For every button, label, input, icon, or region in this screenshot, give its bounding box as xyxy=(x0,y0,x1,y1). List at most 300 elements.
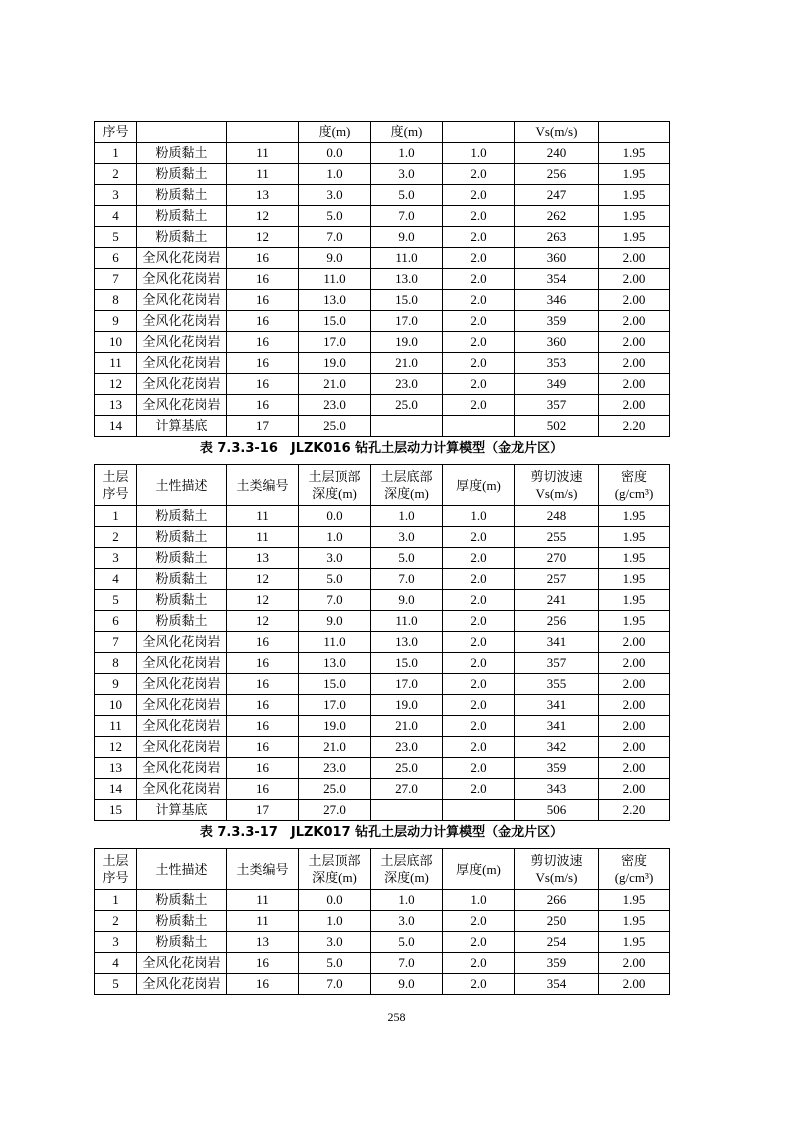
header-cell: 土层底部 深度(m) xyxy=(371,465,443,506)
table-cell: 359 xyxy=(515,758,599,779)
table-cell: 11 xyxy=(227,890,299,911)
table-cell: 全风化花岗岩 xyxy=(137,332,227,353)
table-cell: 4 xyxy=(95,569,137,590)
table-row xyxy=(95,206,670,227)
table-cell: 粉质黏土 xyxy=(137,527,227,548)
table-cell: 27.0 xyxy=(371,779,443,800)
table-cell: 16 xyxy=(227,716,299,737)
table-cell: 5.0 xyxy=(371,185,443,206)
table-cell: 25.0 xyxy=(371,758,443,779)
table-cell: 2.0 xyxy=(443,395,515,416)
table-cell: 2.00 xyxy=(599,716,670,737)
table-cell: 17.0 xyxy=(299,332,371,353)
table-cell: 2.0 xyxy=(443,311,515,332)
table-cell: 254 xyxy=(515,932,599,953)
table-cell xyxy=(443,416,515,437)
table-cell: 5.0 xyxy=(371,932,443,953)
table-cell: 1.95 xyxy=(599,569,670,590)
table-cell: 5.0 xyxy=(299,953,371,974)
table-cell: 2.0 xyxy=(443,716,515,737)
table-cell: 3.0 xyxy=(299,932,371,953)
table-cell: 1.95 xyxy=(599,164,670,185)
soil-model-table-jlzk016 xyxy=(94,464,670,821)
table-cell: 2.00 xyxy=(599,953,670,974)
table-cell: 3 xyxy=(95,548,137,569)
table-cell: 23.0 xyxy=(371,737,443,758)
table-cell: 全风化花岗岩 xyxy=(137,374,227,395)
table-cell: 粉质黏土 xyxy=(137,506,227,527)
table-cell: 粉质黏土 xyxy=(137,206,227,227)
table-cell: 360 xyxy=(515,332,599,353)
table-cell: 15 xyxy=(95,800,137,821)
table-cell: 6 xyxy=(95,248,137,269)
table-cell: 13.0 xyxy=(299,290,371,311)
table-cell: 全风化花岗岩 xyxy=(137,632,227,653)
table-cell: 粉质黏土 xyxy=(137,143,227,164)
table-cell: 2.0 xyxy=(443,758,515,779)
header-cell: 土层顶部 深度(m) xyxy=(299,465,371,506)
header-cell xyxy=(227,122,299,143)
header-cell: 厚度(m) xyxy=(443,465,515,506)
table-cell: 2 xyxy=(95,164,137,185)
table-cell: 2.00 xyxy=(599,779,670,800)
table-cell: 12 xyxy=(227,611,299,632)
header-cell: 序号 xyxy=(95,122,137,143)
table-row xyxy=(95,569,670,590)
table-cell: 16 xyxy=(227,674,299,695)
table-cell: 1.95 xyxy=(599,548,670,569)
table-cell: 250 xyxy=(515,911,599,932)
table-cell: 3 xyxy=(95,932,137,953)
table-row xyxy=(95,611,670,632)
table-cell xyxy=(371,416,443,437)
table-cell: 5.0 xyxy=(299,206,371,227)
table-row xyxy=(95,185,670,206)
table-cell: 7.0 xyxy=(299,974,371,995)
table-cell: 12 xyxy=(227,569,299,590)
table-cell: 7 xyxy=(95,269,137,290)
table-cell: 11 xyxy=(227,143,299,164)
soil-model-table-jlzk017 xyxy=(94,848,670,995)
table-cell: 2.00 xyxy=(599,653,670,674)
header-cell: 密度 (g/cm³) xyxy=(599,849,670,890)
table-cell: 12 xyxy=(227,227,299,248)
table-row xyxy=(95,290,670,311)
table-row xyxy=(95,674,670,695)
table-cell: 16 xyxy=(227,311,299,332)
table-cell: 9 xyxy=(95,674,137,695)
table-cell: 16 xyxy=(227,248,299,269)
table-cell: 502 xyxy=(515,416,599,437)
table-cell: 12 xyxy=(95,737,137,758)
table-cell: 粉质黏土 xyxy=(137,164,227,185)
table-cell: 1 xyxy=(95,506,137,527)
table-cell: 11 xyxy=(95,716,137,737)
table-cell: 3 xyxy=(95,185,137,206)
table-cell: 2.00 xyxy=(599,353,670,374)
table-cell: 9.0 xyxy=(299,248,371,269)
table-cell: 27.0 xyxy=(299,800,371,821)
table-cell: 11.0 xyxy=(371,611,443,632)
table-cell: 全风化花岗岩 xyxy=(137,758,227,779)
table-cell: 1 xyxy=(95,143,137,164)
table-cell: 0.0 xyxy=(299,890,371,911)
table-cell: 2.0 xyxy=(443,353,515,374)
table-cell: 2.00 xyxy=(599,674,670,695)
table-cell: 346 xyxy=(515,290,599,311)
table-cell: 2.0 xyxy=(443,674,515,695)
header-cell: 土层 序号 xyxy=(95,465,137,506)
table-cell: 2.00 xyxy=(599,374,670,395)
table-cell: 5 xyxy=(95,590,137,611)
header-cell: 厚度(m) xyxy=(443,849,515,890)
table-cell: 19.0 xyxy=(371,332,443,353)
table-cell: 240 xyxy=(515,143,599,164)
table-row xyxy=(95,395,670,416)
table-cell: 全风化花岗岩 xyxy=(137,269,227,290)
table-cell: 粉质黏土 xyxy=(137,932,227,953)
table-cell: 13.0 xyxy=(371,632,443,653)
table-cell: 粉质黏土 xyxy=(137,185,227,206)
table-cell: 263 xyxy=(515,227,599,248)
table-cell: 2.0 xyxy=(443,779,515,800)
table-cell: 1.95 xyxy=(599,527,670,548)
table-cell: 粉质黏土 xyxy=(137,890,227,911)
table-cell: 25.0 xyxy=(371,395,443,416)
table-cell: 1.0 xyxy=(299,911,371,932)
table-cell: 1.0 xyxy=(371,143,443,164)
table-row xyxy=(95,716,670,737)
table-cell: 2.0 xyxy=(443,548,515,569)
table-cell: 计算基底 xyxy=(137,416,227,437)
table-cell: 全风化花岗岩 xyxy=(137,737,227,758)
table-cell: 11.0 xyxy=(299,269,371,290)
table-cell: 2.20 xyxy=(599,416,670,437)
table-cell: 343 xyxy=(515,779,599,800)
table-cell: 7.0 xyxy=(299,227,371,248)
table-cell: 14 xyxy=(95,416,137,437)
table-row xyxy=(95,737,670,758)
table-cell: 1.95 xyxy=(599,143,670,164)
table-cell: 19.0 xyxy=(371,695,443,716)
table-cell: 16 xyxy=(227,374,299,395)
table-cell: 3.0 xyxy=(371,164,443,185)
header-cell: 土层 序号 xyxy=(95,849,137,890)
table-cell: 12 xyxy=(227,590,299,611)
table-cell: 16 xyxy=(227,695,299,716)
table-cell: 9.0 xyxy=(299,611,371,632)
header-row xyxy=(95,849,670,890)
table-cell: 2.00 xyxy=(599,695,670,716)
table-cell: 13 xyxy=(227,548,299,569)
header-cell: 土类编号 xyxy=(227,465,299,506)
table-cell: 8 xyxy=(95,653,137,674)
table-cell: 360 xyxy=(515,248,599,269)
header-row xyxy=(95,122,670,143)
table-cell: 2.0 xyxy=(443,206,515,227)
table-cell: 1.0 xyxy=(299,527,371,548)
table-cell: 354 xyxy=(515,974,599,995)
table-cell: 2.00 xyxy=(599,311,670,332)
table-cell: 23.0 xyxy=(299,395,371,416)
table-cell: 341 xyxy=(515,695,599,716)
table-cell: 15.0 xyxy=(371,290,443,311)
table-cell: 2.0 xyxy=(443,332,515,353)
table-cell: 14 xyxy=(95,779,137,800)
table-cell: 11 xyxy=(227,911,299,932)
table-cell: 1.0 xyxy=(371,506,443,527)
table-cell: 257 xyxy=(515,569,599,590)
table-cell: 16 xyxy=(227,779,299,800)
header-cell: 度(m) xyxy=(299,122,371,143)
table-cell: 2.20 xyxy=(599,800,670,821)
table-cell: 349 xyxy=(515,374,599,395)
table-row xyxy=(95,248,670,269)
table-cell: 10 xyxy=(95,695,137,716)
header-cell: 剪切波速 Vs(m/s) xyxy=(515,465,599,506)
table-cell xyxy=(371,800,443,821)
table-row xyxy=(95,164,670,185)
table-cell: 25.0 xyxy=(299,779,371,800)
table-cell: 342 xyxy=(515,737,599,758)
table-cell: 506 xyxy=(515,800,599,821)
page-number: 258 xyxy=(387,1010,406,1024)
table-row xyxy=(95,974,670,995)
table-cell: 3.0 xyxy=(299,185,371,206)
table-cell: 270 xyxy=(515,548,599,569)
table-row xyxy=(95,548,670,569)
table-row xyxy=(95,911,670,932)
table-cell: 16 xyxy=(227,737,299,758)
table-row xyxy=(95,332,670,353)
table-cell: 15.0 xyxy=(299,674,371,695)
table-cell: 粉质黏土 xyxy=(137,227,227,248)
table-cell: 1.95 xyxy=(599,890,670,911)
table-caption-jlzk017: 表 7.3.3-17 JLZK017 钻孔土层动力计算模型（金龙片区） xyxy=(199,825,564,840)
table-cell: 9.0 xyxy=(371,590,443,611)
table-row xyxy=(95,953,670,974)
table-cell: 全风化花岗岩 xyxy=(137,779,227,800)
table-cell: 256 xyxy=(515,164,599,185)
table-cell: 16 xyxy=(227,269,299,290)
table-cell: 粉质黏土 xyxy=(137,569,227,590)
table-cell: 16 xyxy=(227,290,299,311)
table-row xyxy=(95,353,670,374)
table-row xyxy=(95,416,670,437)
table-cell: 全风化花岗岩 xyxy=(137,353,227,374)
table-cell: 21.0 xyxy=(299,374,371,395)
table-cell: 11.0 xyxy=(299,632,371,653)
table-cell: 355 xyxy=(515,674,599,695)
table-cell: 5.0 xyxy=(299,569,371,590)
table-cell: 19.0 xyxy=(299,716,371,737)
table-cell: 21.0 xyxy=(371,353,443,374)
header-cell: 剪切波速 Vs(m/s) xyxy=(515,849,599,890)
table-cell: 17.0 xyxy=(371,311,443,332)
table-cell: 2.0 xyxy=(443,974,515,995)
table-cell: 255 xyxy=(515,527,599,548)
table-cell: 16 xyxy=(227,953,299,974)
table-cell: 11 xyxy=(227,164,299,185)
table-cell: 359 xyxy=(515,311,599,332)
soil-model-table-continued xyxy=(94,121,670,437)
table-cell: 1.95 xyxy=(599,185,670,206)
table-cell: 5 xyxy=(95,227,137,248)
header-cell xyxy=(443,122,515,143)
table-cell: 4 xyxy=(95,953,137,974)
header-cell: Vs(m/s) xyxy=(515,122,599,143)
table-cell: 2.00 xyxy=(599,758,670,779)
table-cell: 23.0 xyxy=(371,374,443,395)
table-cell: 7.0 xyxy=(299,590,371,611)
table-cell: 17 xyxy=(227,416,299,437)
table-cell: 2.00 xyxy=(599,974,670,995)
table-cell: 2.0 xyxy=(443,695,515,716)
table-row xyxy=(95,227,670,248)
table-cell: 341 xyxy=(515,716,599,737)
table-cell: 12 xyxy=(227,206,299,227)
table-cell: 16 xyxy=(227,758,299,779)
table-row xyxy=(95,695,670,716)
table-cell: 1.0 xyxy=(443,506,515,527)
table-cell: 粉质黏土 xyxy=(137,911,227,932)
table-cell: 全风化花岗岩 xyxy=(137,395,227,416)
table-cell: 全风化花岗岩 xyxy=(137,311,227,332)
table-cell: 353 xyxy=(515,353,599,374)
table-row xyxy=(95,779,670,800)
table-cell: 1.95 xyxy=(599,590,670,611)
header-row xyxy=(95,465,670,506)
table-cell: 341 xyxy=(515,632,599,653)
table-cell: 8 xyxy=(95,290,137,311)
table-cell: 2.0 xyxy=(443,653,515,674)
table-cell: 2.0 xyxy=(443,185,515,206)
table-cell: 247 xyxy=(515,185,599,206)
table-row xyxy=(95,143,670,164)
table-cell: 0.0 xyxy=(299,143,371,164)
table-cell: 262 xyxy=(515,206,599,227)
table-cell: 2.0 xyxy=(443,569,515,590)
table-cell: 1.95 xyxy=(599,911,670,932)
table-cell: 2.0 xyxy=(443,227,515,248)
table-cell: 2.0 xyxy=(443,632,515,653)
table-body xyxy=(95,849,670,995)
table-cell: 全风化花岗岩 xyxy=(137,716,227,737)
table-cell: 4 xyxy=(95,206,137,227)
table-cell: 1.95 xyxy=(599,506,670,527)
table-cell: 2.0 xyxy=(443,374,515,395)
header-cell xyxy=(137,122,227,143)
table-cell: 1.95 xyxy=(599,227,670,248)
table-cell: 16 xyxy=(227,395,299,416)
table-cell: 25.0 xyxy=(299,416,371,437)
table-cell: 15.0 xyxy=(371,653,443,674)
header-cell xyxy=(599,122,670,143)
table-row xyxy=(95,506,670,527)
table-cell: 19.0 xyxy=(299,353,371,374)
table-cell: 2.00 xyxy=(599,290,670,311)
table-cell: 241 xyxy=(515,590,599,611)
table-cell: 1.95 xyxy=(599,932,670,953)
table-cell: 2.00 xyxy=(599,395,670,416)
table-body xyxy=(95,122,670,437)
table-cell: 粉质黏土 xyxy=(137,548,227,569)
table-caption-jlzk016: 表 7.3.3-16 JLZK016 钻孔土层动力计算模型（金龙片区） xyxy=(199,441,564,456)
table-cell: 2.0 xyxy=(443,932,515,953)
table-cell xyxy=(443,800,515,821)
table-cell: 粉质黏土 xyxy=(137,590,227,611)
table-cell: 3.0 xyxy=(299,548,371,569)
table-cell: 354 xyxy=(515,269,599,290)
header-cell: 密度 (g/cm³) xyxy=(599,465,670,506)
header-cell: 土层顶部 深度(m) xyxy=(299,849,371,890)
table-cell: 1.0 xyxy=(443,143,515,164)
table-cell: 11 xyxy=(95,353,137,374)
table-cell: 全风化花岗岩 xyxy=(137,674,227,695)
table-cell: 全风化花岗岩 xyxy=(137,974,227,995)
table-cell: 2.0 xyxy=(443,911,515,932)
table-cell: 17.0 xyxy=(371,674,443,695)
table-cell: 2 xyxy=(95,527,137,548)
table-cell: 11 xyxy=(227,527,299,548)
table-cell: 15.0 xyxy=(299,311,371,332)
table-cell: 5 xyxy=(95,974,137,995)
table-cell: 13 xyxy=(95,758,137,779)
table-cell: 3.0 xyxy=(371,911,443,932)
table-cell: 21.0 xyxy=(299,737,371,758)
table-cell: 5.0 xyxy=(371,548,443,569)
table-cell: 7.0 xyxy=(371,206,443,227)
table-cell: 0.0 xyxy=(299,506,371,527)
table-cell: 2.0 xyxy=(443,164,515,185)
table-cell: 7 xyxy=(95,632,137,653)
table-cell: 357 xyxy=(515,395,599,416)
table-cell: 2.00 xyxy=(599,632,670,653)
table-cell: 17 xyxy=(227,800,299,821)
table-cell: 全风化花岗岩 xyxy=(137,695,227,716)
table-cell: 359 xyxy=(515,953,599,974)
table-cell: 1.0 xyxy=(299,164,371,185)
table-cell: 13 xyxy=(95,395,137,416)
table-row xyxy=(95,311,670,332)
table-cell: 13 xyxy=(227,932,299,953)
table-cell: 9.0 xyxy=(371,974,443,995)
table-row xyxy=(95,527,670,548)
table-cell: 17.0 xyxy=(299,695,371,716)
header-cell: 土性描述 xyxy=(137,849,227,890)
table-body xyxy=(95,465,670,821)
table-cell: 3.0 xyxy=(371,527,443,548)
table-row xyxy=(95,890,670,911)
table-cell: 1 xyxy=(95,890,137,911)
table-row xyxy=(95,590,670,611)
table-cell: 11.0 xyxy=(371,248,443,269)
table-row xyxy=(95,800,670,821)
table-cell: 粉质黏土 xyxy=(137,611,227,632)
table-cell: 9 xyxy=(95,311,137,332)
table-cell: 7.0 xyxy=(371,953,443,974)
table-cell: 2.0 xyxy=(443,953,515,974)
table-cell: 1.95 xyxy=(599,206,670,227)
table-cell: 16 xyxy=(227,974,299,995)
table-cell: 2.0 xyxy=(443,590,515,611)
table-cell: 计算基底 xyxy=(137,800,227,821)
table-cell: 2 xyxy=(95,911,137,932)
table-cell: 2.0 xyxy=(443,248,515,269)
table-row xyxy=(95,374,670,395)
table-cell: 16 xyxy=(227,653,299,674)
header-cell: 度(m) xyxy=(371,122,443,143)
